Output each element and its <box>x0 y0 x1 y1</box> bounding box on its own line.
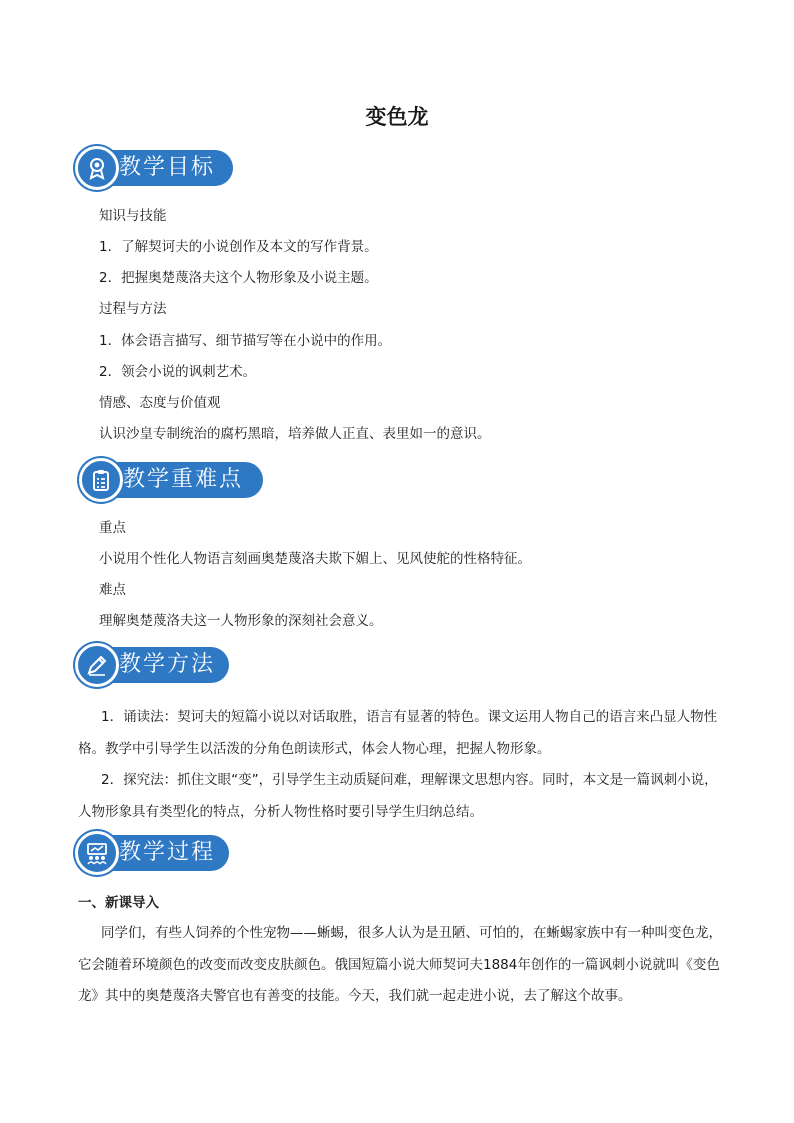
award-ribbon-icon <box>75 146 119 190</box>
objective-emotion-heading: 情感、态度与价值观 <box>99 395 221 411</box>
objective-process-2: 2．领会小说的讽刺艺术。 <box>99 364 257 380</box>
method-recitation: 1．诵读法：契诃夫的短篇小说以对话取胜，语言有显著的特色。课文运用人物自己的语言来凸显人物性格。教学中引导学生以活泼的分角色朗读形式，体会人物心理，把握人物形象。 <box>78 709 718 757</box>
objective-emotion-1: 认识沙皇专制统治的腐朽黑暗，培养做人正直、表里如一的意识。 <box>99 426 491 442</box>
objective-knowledge-1: 1．了解契诃夫的小说创作及本文的写作背景。 <box>99 239 378 255</box>
objective-process-1: 1．体会语言描写、细节描写等在小说中的作用。 <box>99 333 392 349</box>
section-label-key-points: 教学重难点 <box>123 467 244 492</box>
method-inquiry: 2．探究法：抓住文眼“变”，引导学生主动质疑问难，理解课文思想内容。同时，本文是一篇讽刺小说，人物形象具有类型化的特点，分析人物性格时要引导学生归纳总结。 <box>78 772 718 820</box>
clipboard-checklist-icon <box>79 458 123 502</box>
objective-knowledge-heading: 知识与技能 <box>99 208 167 224</box>
key-point-heading: 重点 <box>99 520 126 536</box>
difficult-point-text: 理解奥楚蔑洛夫这一人物形象的深刻社会意义。 <box>99 613 383 629</box>
objective-process-heading: 过程与方法 <box>99 301 167 317</box>
section-banner-objectives <box>75 146 237 190</box>
section-label-process: 教学过程 <box>119 840 216 865</box>
process-step-1-text: 同学们，有些人饲养的个性宠物——蜥蜴，很多人认为是丑陋、可怕的，在蜥蜴家族中有一种叫变色龙，它会随着环境颜色的改变而改变皮肤颜色。俄国短篇小说大师契诃夫1884年创作的一篇讽刺小说就叫《变色龙》其中的奥楚蔑洛夫警官也有善变的技能。今天，我们就一起走进小说，去了解这个故事。 <box>78 925 722 1004</box>
document-title: 变色龙 <box>365 104 429 129</box>
section-banner-methods <box>75 643 231 687</box>
section-label-objectives: 教学目标 <box>119 155 216 180</box>
objective-knowledge-2: 2．把握奥楚蔑洛夫这个人物形象及小说主题。 <box>99 270 378 286</box>
process-step-1-heading: 一、新课导入 <box>78 895 159 911</box>
section-banner-process <box>75 831 231 875</box>
section-label-methods: 教学方法 <box>119 652 216 677</box>
section-banner-key-points <box>79 458 265 502</box>
difficult-point-heading: 难点 <box>99 582 126 598</box>
pen-writing-icon <box>75 643 119 687</box>
presentation-group-icon <box>75 831 119 875</box>
key-point-text: 小说用个性化人物语言刻画奥楚蔑洛夫欺下媚上、见风使舵的性格特征。 <box>99 551 531 567</box>
